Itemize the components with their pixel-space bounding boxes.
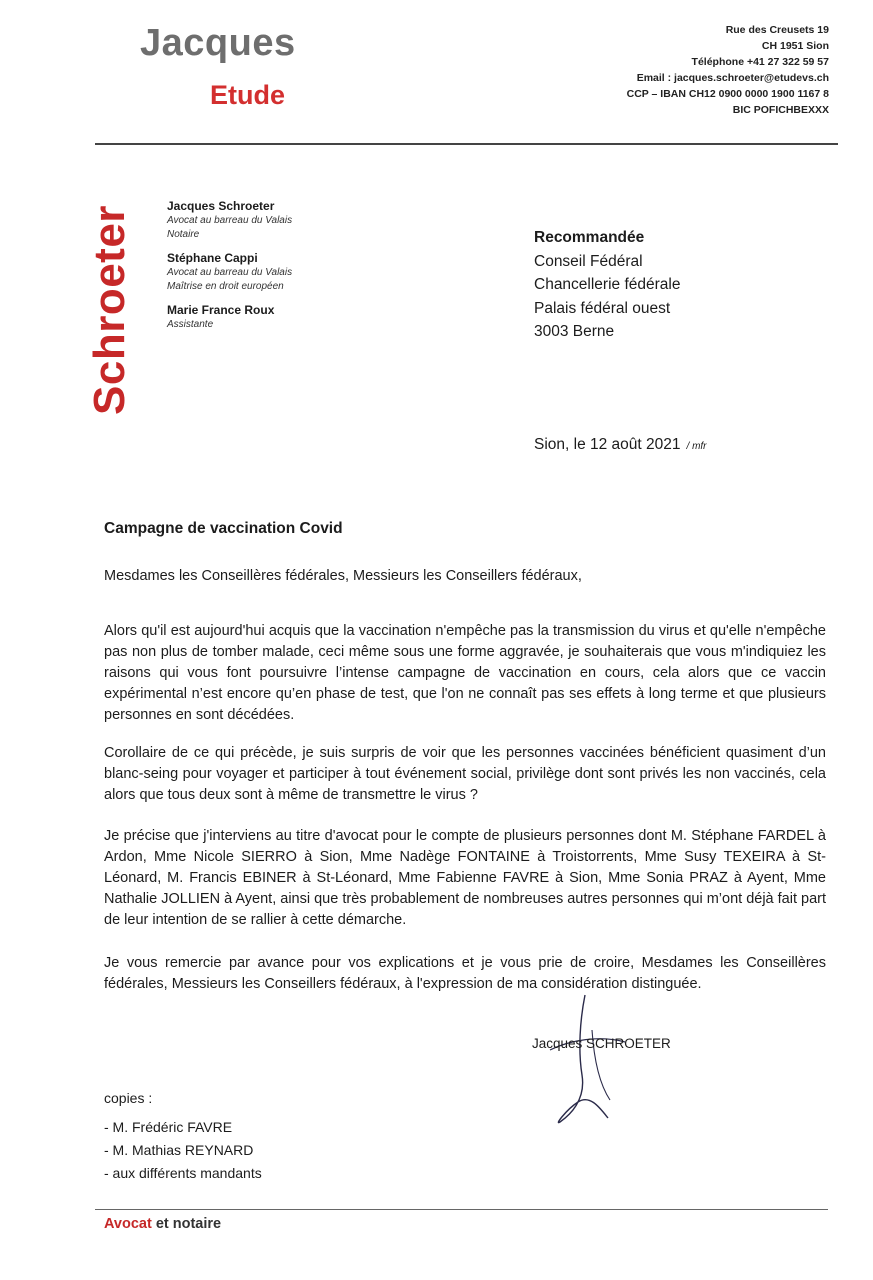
copies-label: copies :: [104, 1090, 153, 1106]
staff-person: [167, 198, 397, 242]
logo-jacques: Jacques: [140, 22, 296, 64]
address-city: CH 1951 Sion: [761, 40, 829, 52]
body-paragraph: Je précise que j'interviens au titre d'avocat pour le compte de plusieurs personnes dont M. Stéphane FARDEL à Ardon, Mme Nicole SIERRO à Sion, Mme Nadège FONTAINE à Troistorrents, Mme Susy TEXEIRA à St-Léonard, M. Francis EBINER à St-Léonard, Mme Fabienne FAVRE à Sion, Mme Sonia PRAZ à Ayent, Mme Nathalie JOLLIEN à Ayent, ainsi que très probablement de nombreuses autres personnes qui m’ont déjà fait part de leur intention de se rallier à cette démarche.: [104, 828, 826, 928]
staff-list: [167, 198, 397, 340]
address-street: Rue des Creusets 19: [725, 24, 829, 36]
copies-block: [104, 1087, 262, 1185]
logo-etude: Etude: [210, 80, 286, 110]
handwritten-signature: [530, 990, 640, 1130]
address-iban: CCP – IBAN CH12 0900 0000 1900 1167 8: [626, 88, 829, 100]
letter-date: [534, 436, 707, 454]
date-reference: / mfr: [686, 441, 707, 452]
salutation: Mesdames les Conseillères fédérales, Messieurs les Conseillers fédéraux,: [104, 568, 582, 584]
staff-role: Maîtrise en droit européen: [167, 281, 284, 292]
recipient-line: Conseil Fédéral: [534, 252, 643, 270]
recipient-block: [534, 226, 680, 344]
recipient-line: Chancellerie fédérale: [534, 276, 681, 293]
delivery-type: Recommandée: [534, 229, 645, 246]
body-paragraph: Je vous remercie par avance pour vos explications et je vous prie de croire, Mesdames les Conseillères fédérales, Messieurs les Conseillers fédéraux, à l'expression de ma considération distinguée.: [104, 955, 826, 992]
staff-person: [167, 302, 397, 332]
address-phone: Téléphone +41 27 322 59 57: [691, 56, 829, 68]
letter-subject: Campagne de vaccination Covid: [104, 520, 343, 537]
staff-name: Marie France Roux: [167, 303, 275, 317]
address-block: [489, 22, 829, 118]
address-email: Email : jacques.schroeter@etudevs.ch: [636, 72, 829, 84]
footer-divider: [95, 1209, 828, 1210]
copy-item: - M. Mathias REYNARD: [104, 1142, 254, 1158]
footer-rest: et notaire: [151, 1216, 222, 1232]
recipient-line: Palais fédéral ouest: [534, 299, 671, 317]
staff-role: Avocat au barreau du Valais: [167, 267, 293, 278]
footer: [104, 1216, 221, 1232]
body-paragraph: Alors qu'il est aujourd'hui acquis que la vaccination n'empêche pas la transmission du virus et qu'elle n'empêche pas non plus de tomber malade, ceci même sous une forme aggravée, je souhaiterais que vous m'indiquiez les raisons qui vous font poursuivre l’intense campagne de vaccination en cours, cela alors que ce vaccin expérimental n’est encore qu’en phase de test, que l'on ne connaît pas ses effets à long terme et que plusieurs personnes en sont décédées.: [104, 623, 826, 723]
staff-role: Notaire: [167, 229, 200, 240]
recipient-line: 3003 Berne: [534, 323, 615, 340]
signature-name: Jacques SCHROETER: [532, 1036, 671, 1051]
staff-person: [167, 250, 397, 294]
header-divider: [95, 143, 838, 145]
staff-name: Stéphane Cappi: [167, 251, 258, 265]
copy-item: - aux différents mandants: [104, 1165, 262, 1181]
address-bic: BIC POFICHBEXXX: [732, 104, 829, 116]
staff-role: Avocat au barreau du Valais: [167, 215, 293, 226]
footer-accent: Avocat: [104, 1216, 152, 1232]
date-text: Sion, le 12 août 2021: [534, 436, 681, 453]
staff-name: Jacques Schroeter: [167, 199, 275, 213]
body-paragraph: Corollaire de ce qui précède, je suis surpris de voir que les personnes vaccinées bénéficient quasiment d’un blanc-seing pour voyager et participer à tout événement social, privilège dont sont privés les non vaccinés, cela alors que tous deux sont à même de transmettre le virus ?: [104, 745, 826, 803]
brand-vertical: Schroeter: [85, 205, 134, 415]
copy-item: - M. Frédéric FAVRE: [104, 1119, 233, 1135]
staff-role: Assistante: [167, 319, 214, 330]
